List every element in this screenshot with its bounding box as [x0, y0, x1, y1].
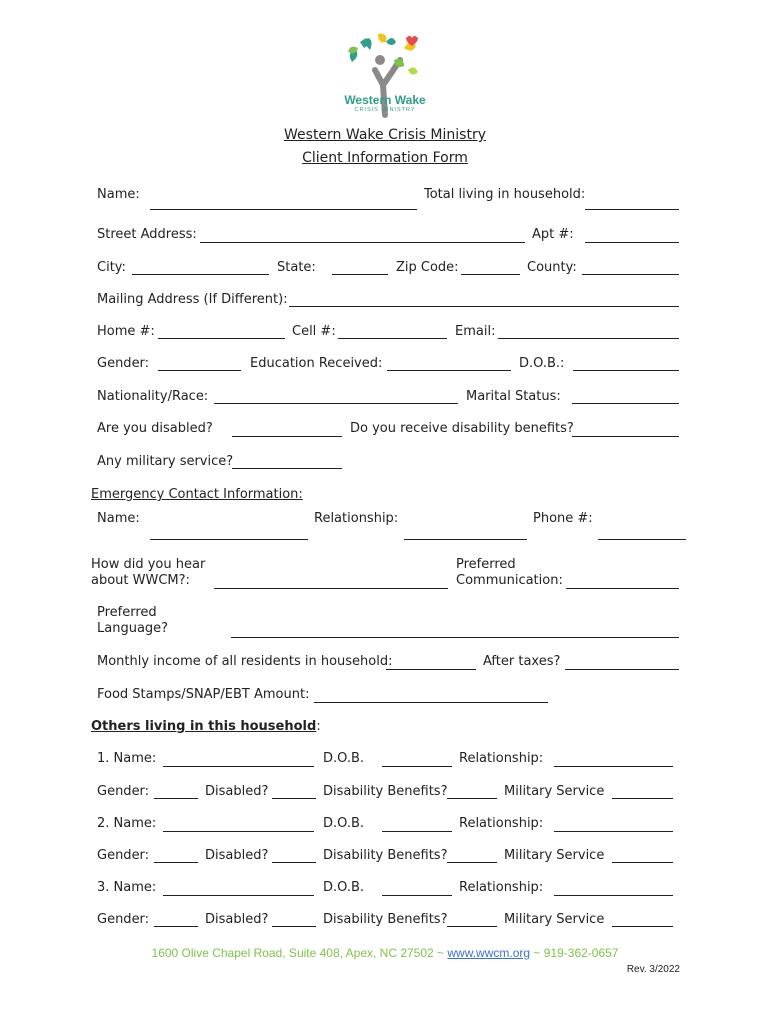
pref-comm-label-line2: Communication: [456, 573, 563, 588]
others-heading: Others living in this household: [91, 719, 321, 734]
gender-label: Gender: [97, 356, 150, 371]
person-3-dob-field[interactable] [382, 895, 452, 896]
state-field[interactable] [332, 274, 388, 275]
street-label: Street Address: [97, 227, 197, 242]
emergency-name-field[interactable] [150, 539, 308, 540]
name-label: Name: [97, 187, 140, 202]
disabled-label: Are you disabled? [97, 421, 213, 436]
mailing-label: Mailing Address (If Different): [97, 292, 288, 307]
person-2-name-label: 2. Name: [97, 816, 157, 831]
email-field[interactable] [498, 338, 679, 339]
city-field[interactable] [132, 274, 269, 275]
emergency-heading: Emergency Contact Information: [91, 487, 303, 502]
person-2-dob-field[interactable] [382, 831, 452, 832]
person-1-military-label: Military Service [504, 784, 605, 799]
total-household-label: Total living in household: [424, 187, 586, 202]
person-3-benefits-label: Disability Benefits? [323, 912, 448, 927]
zip-field[interactable] [461, 274, 520, 275]
person-2-disabled-label: Disabled? [205, 848, 269, 863]
person-3-benefits-field[interactable] [447, 926, 497, 927]
person-3-name-field[interactable] [163, 895, 314, 896]
income-field[interactable] [386, 669, 476, 670]
cell-phone-field[interactable] [338, 338, 447, 339]
person-2-name-field[interactable] [163, 831, 314, 832]
form-title: Western Wake Crisis Ministry [284, 127, 486, 143]
website-link[interactable]: www.wwcm.org [447, 946, 531, 960]
person-3-relationship-label: Relationship: [459, 880, 544, 895]
disability-benefits-label: Do you receive disability benefits? [350, 421, 574, 436]
person-3-military-label: Military Service [504, 912, 605, 927]
county-label: County: [527, 260, 577, 275]
person-3-relationship-field[interactable] [554, 895, 673, 896]
person-1-benefits-field[interactable] [447, 798, 497, 799]
pref-comm-field[interactable] [566, 588, 679, 589]
hear-label-line2: about WWCM?: [91, 573, 190, 588]
person-1-name-field[interactable] [163, 766, 314, 767]
pref-lang-label-line2: Language? [97, 621, 169, 636]
revision-date: Rev. 3/2022 [626, 964, 680, 975]
home-phone-field[interactable] [158, 338, 285, 339]
mailing-field[interactable] [289, 306, 679, 307]
after-taxes-label: After taxes? [483, 654, 561, 669]
person-1-dob-field[interactable] [382, 766, 452, 767]
person-2-military-label: Military Service [504, 848, 605, 863]
emergency-phone-label: Phone #: [533, 511, 593, 526]
logo-wordmark: Western Wake [344, 93, 426, 107]
cell-phone-label: Cell #: [292, 324, 336, 339]
person-1-dob-label: D.O.B. [323, 751, 365, 766]
apt-label: Apt #: [532, 227, 574, 242]
pref-lang-label-line1: Preferred [97, 605, 157, 620]
person-2-benefits-field[interactable] [447, 862, 497, 863]
gender-field[interactable] [158, 370, 241, 371]
person-3-military-field[interactable] [612, 926, 673, 927]
military-field[interactable] [232, 468, 342, 469]
nationality-field[interactable] [214, 403, 458, 404]
person-2-military-field[interactable] [612, 862, 673, 863]
person-1-military-field[interactable] [612, 798, 673, 799]
person-3-gender-label: Gender: [97, 912, 150, 927]
person-1-disabled-field[interactable] [272, 798, 316, 799]
education-label: Education Received: [250, 356, 383, 371]
income-label: Monthly income of all residents in household: [97, 654, 393, 669]
person-3-gender-field[interactable] [154, 926, 198, 927]
person-3-dob-label: D.O.B. [323, 880, 365, 895]
person-1-name-label: 1. Name: [97, 751, 157, 766]
person-2-benefits-label: Disability Benefits? [323, 848, 448, 863]
disability-benefits-field[interactable] [572, 436, 679, 437]
person-3-disabled-field[interactable] [272, 926, 316, 927]
person-2-relationship-field[interactable] [554, 831, 673, 832]
nationality-label: Nationality/Race: [97, 389, 209, 404]
person-1-disabled-label: Disabled? [205, 784, 269, 799]
state-label: State: [277, 260, 316, 275]
person-1-gender-field[interactable] [154, 798, 198, 799]
person-2-relationship-label: Relationship: [459, 816, 544, 831]
marital-field[interactable] [572, 403, 679, 404]
person-3-name-label: 3. Name: [97, 880, 157, 895]
city-label: City: [97, 260, 126, 275]
person-3-disabled-label: Disabled? [205, 912, 269, 927]
hear-label-line1: How did you hear [91, 557, 206, 572]
footer-address: 1600 Olive Chapel Road, Suite 408, Apex, NC 27502 ~ www.wwcm.org ~ 919-362-0657 [151, 946, 619, 960]
pref-lang-field[interactable] [231, 637, 679, 638]
person-2-disabled-field[interactable] [272, 862, 316, 863]
apt-field[interactable] [585, 242, 679, 243]
after-taxes-field[interactable] [565, 669, 679, 670]
name-field[interactable] [150, 209, 417, 210]
person-1-gender-label: Gender: [97, 784, 150, 799]
logo-subtitle: CRISIS MINISTRY [354, 107, 416, 113]
emergency-name-label: Name: [97, 511, 140, 526]
person-1-relationship-label: Relationship: [459, 751, 544, 766]
disabled-field[interactable] [232, 436, 342, 437]
email-label: Email: [455, 324, 496, 339]
emergency-relationship-field[interactable] [404, 539, 527, 540]
dob-label: D.O.B.: [519, 356, 565, 371]
total-household-field[interactable] [585, 209, 679, 210]
home-phone-label: Home #: [97, 324, 155, 339]
person-1-benefits-label: Disability Benefits? [323, 784, 448, 799]
food-stamps-field[interactable] [314, 702, 548, 703]
food-stamps-label: Food Stamps/SNAP/EBT Amount: [97, 687, 310, 702]
form-subtitle: Client Information Form [302, 150, 468, 166]
dob-field[interactable] [573, 370, 679, 371]
county-field[interactable] [582, 274, 679, 275]
emergency-phone-field[interactable] [598, 539, 686, 540]
military-label: Any military service? [97, 454, 234, 469]
zip-label: Zip Code: [396, 260, 459, 275]
person-2-gender-label: Gender: [97, 848, 150, 863]
hear-field[interactable] [214, 588, 448, 589]
person-2-gender-field[interactable] [154, 862, 198, 863]
person-1-relationship-field[interactable] [554, 766, 673, 767]
pref-comm-label-line1: Preferred [456, 557, 516, 572]
marital-label: Marital Status: [466, 389, 561, 404]
person-2-dob-label: D.O.B. [323, 816, 365, 831]
emergency-relationship-label: Relationship: [314, 511, 399, 526]
street-field[interactable] [200, 242, 525, 243]
education-field[interactable] [387, 370, 511, 371]
